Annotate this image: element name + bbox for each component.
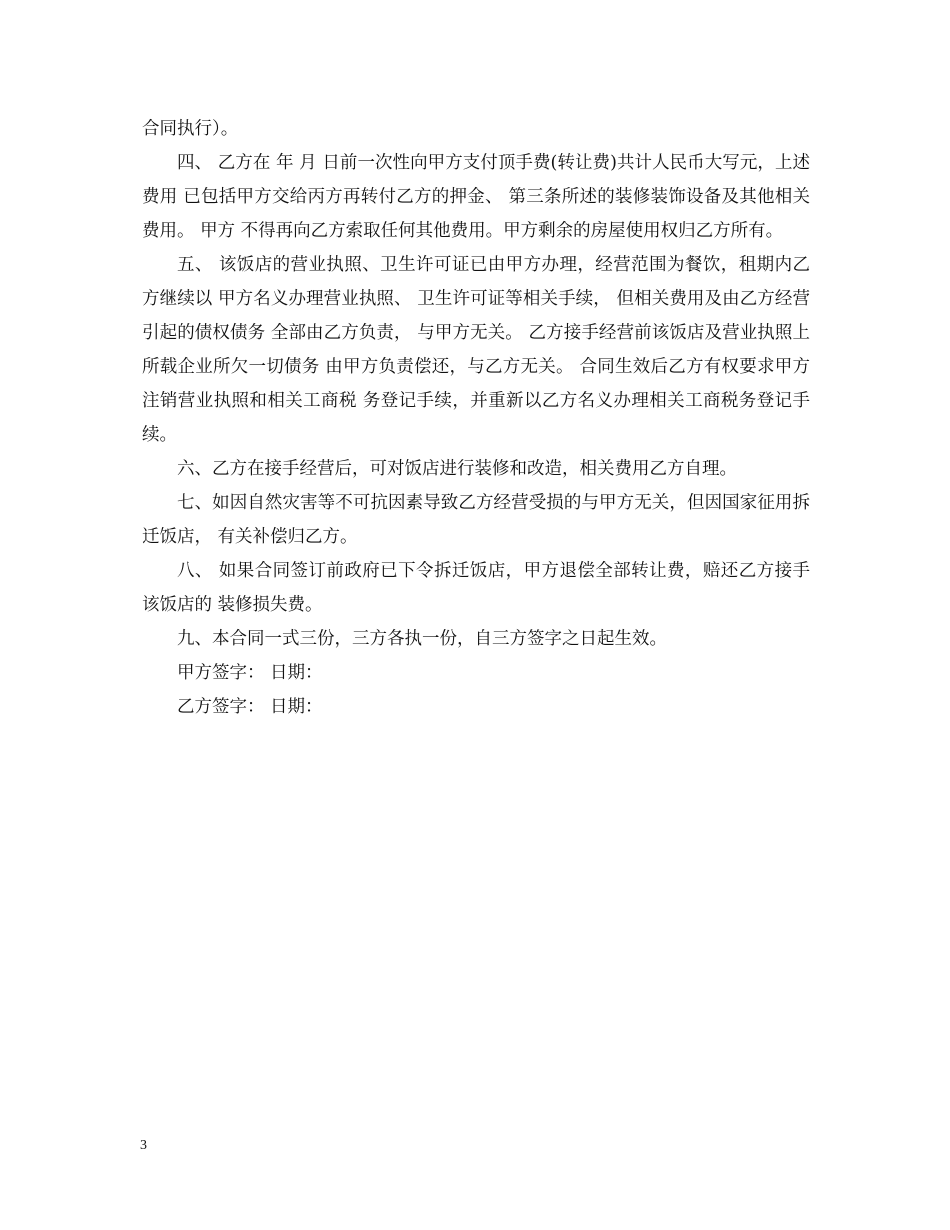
party-b-signature-line: 乙方签字： 日期： <box>177 697 323 717</box>
clause-seven: 七、如因自然灾害等不可抗因素导致乙方经营受损的与甲方无关，但因国家征用拆迁饭店， 有关补偿归乙方。 <box>142 493 810 547</box>
clause-five: 五、 该饭店的营业执照、卫生许可证已由甲方办理，经营范围为餐饮，租期内乙方继续以 甲方名义办理营业执照、 卫生许可证等相关手续， 但相关费用及由乙方经营引起的债权债务 全部由乙方负责， 与甲方无关。 乙方接手经营前该饭店及营业执照上所载企业所欠一切债务 由甲方负责偿还，与乙方无关。 合同生效后乙方有权要求甲方注销营业执照和相关工商税 务登记手续，并重新以乙方名义办理相关工商税务登记手续。 <box>142 255 810 445</box>
clause-nine: 九、本合同一式三份，三方各执一份，自三方签字之日起生效。 <box>177 629 667 649</box>
paragraph-continuation: 合同执行）。 <box>142 119 239 139</box>
clause-four: 四、 乙方在 年 月 日前一次性向甲方支付顶手费(转让费)共计人民币大写元，上述费用 已包括甲方交给丙方再转付乙方的押金、 第三条所述的装修装饰设备及其他相关费用。 甲方 不得再向乙方索取任何其他费用。甲方剩余的房屋使用权归乙方所有。 <box>142 153 810 241</box>
clause-six: 六、乙方在接手经营后，可对饭店进行装修和改造，相关费用乙方自理。 <box>177 459 737 479</box>
party-a-signature-line: 甲方签字： 日期： <box>177 663 323 683</box>
clause-eight: 八、 如果合同签订前政府已下令拆迁饭店，甲方退偿全部转让费，赔还乙方接手该饭店的 装修损失费。 <box>142 561 810 615</box>
page-number: 3 <box>140 1138 147 1153</box>
contract-body <box>142 112 810 724</box>
